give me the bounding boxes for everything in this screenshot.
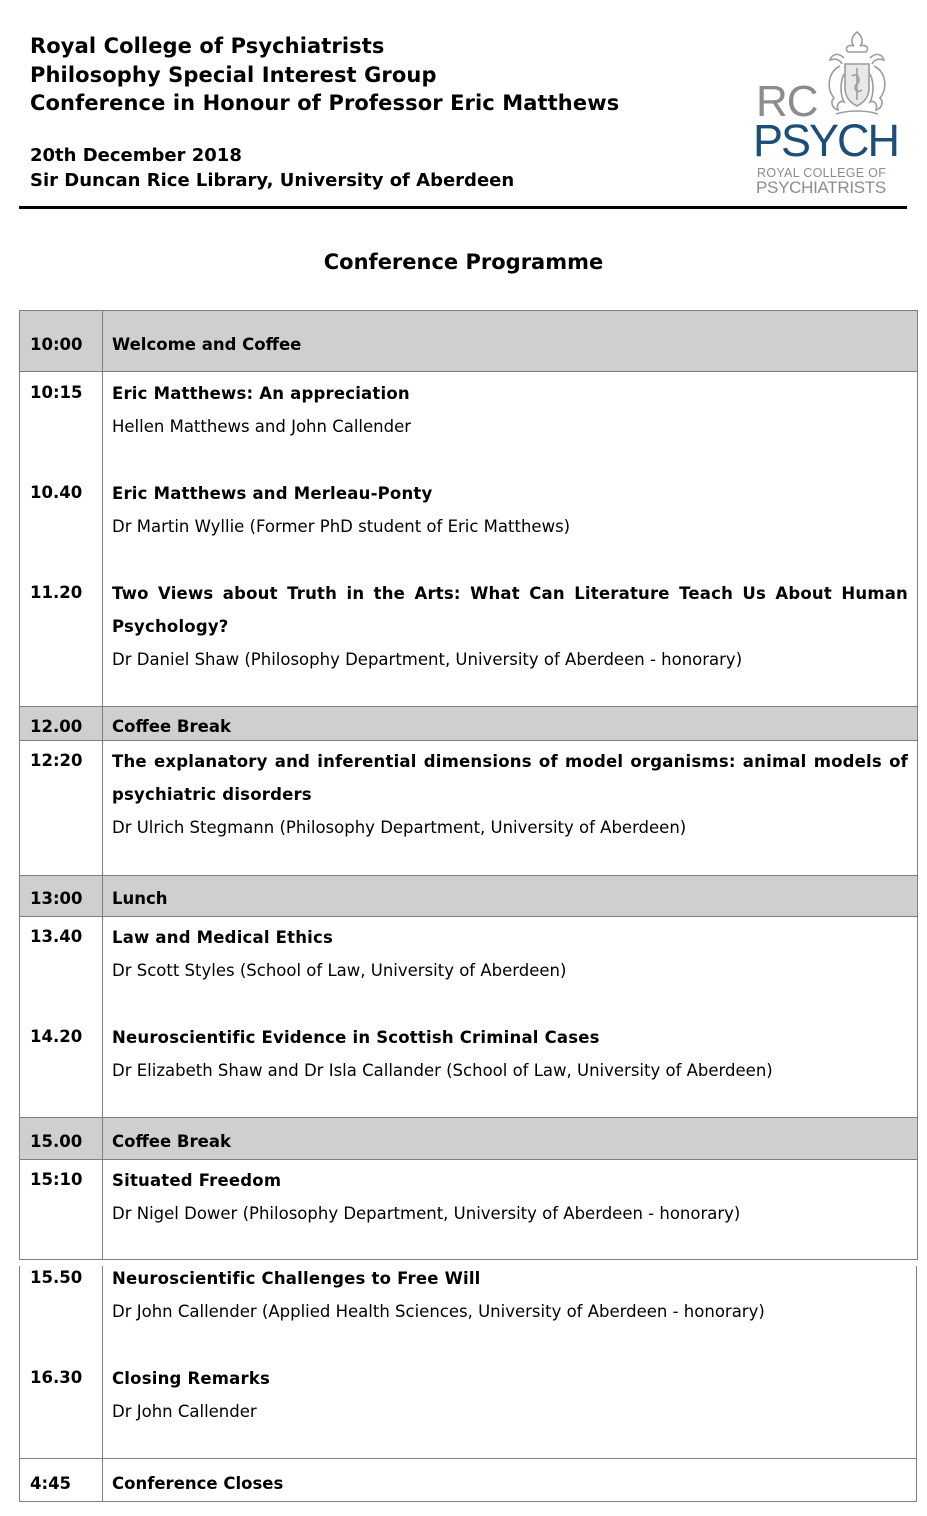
date-venue-block: [30, 143, 619, 193]
session-speaker: Dr Martin Wyllie (Former PhD student of Eric Matthews): [112, 517, 571, 536]
session-speaker: Dr John Callender (Applied Health Sciences, University of Aberdeen - honorary): [112, 1302, 765, 1321]
logo-subtitle-line1: ROYAL COLLEGE OF: [757, 166, 887, 180]
coat-of-arms-icon: [814, 28, 900, 116]
row-time: 10:00: [30, 335, 83, 354]
header-text-block: [30, 32, 619, 193]
logo-rc-text: RC: [756, 77, 818, 126]
row-content: [112, 888, 908, 910]
session-content: [112, 577, 908, 676]
session-speaker: Dr Elizabeth Shaw and Dr Isla Callander (School of Law, University of Aberdeen): [112, 1061, 773, 1080]
break-label: Welcome and Coffee: [112, 335, 302, 354]
group-name: Philosophy Special Interest Group: [30, 62, 437, 87]
table-row-sessions: [19, 740, 918, 876]
column-divider: [102, 1459, 103, 1501]
session-time: 13.40: [30, 927, 83, 946]
session-speaker: Hellen Matthews and John Callender: [112, 417, 412, 436]
session-time: 16.30: [30, 1368, 83, 1387]
column-divider: [102, 1118, 103, 1159]
session-content: [112, 921, 908, 987]
column-divider: [102, 1160, 103, 1259]
session-content: [112, 1362, 907, 1428]
table-row-sessions: [19, 1159, 918, 1260]
row-content: [112, 334, 908, 356]
session-time: 12:20: [30, 751, 83, 770]
column-divider: [102, 876, 103, 916]
row-time: 15.00: [30, 1132, 83, 1151]
table-row-sessions: [19, 371, 918, 707]
org-name: Royal College of Psychiatrists: [30, 34, 385, 58]
row-time: 4:45: [30, 1474, 72, 1493]
logo-subtitle-line2: PSYCHIATRISTS: [756, 178, 886, 197]
session-title: Eric Matthews: An appreciation: [112, 384, 410, 403]
column-divider: [102, 741, 103, 875]
session-time: 15.50: [30, 1268, 83, 1287]
break-label: Coffee Break: [112, 717, 231, 736]
session-content: [112, 1164, 908, 1230]
table-row-sessions: [19, 1266, 917, 1459]
table-row-break: [19, 1117, 918, 1160]
column-divider: [102, 372, 103, 706]
session-content: [112, 377, 908, 443]
conference-venue: Sir Duncan Rice Library, University of Aberdeen: [30, 169, 515, 191]
row-time: 12.00: [30, 717, 83, 736]
session-speaker: Dr Ulrich Stegmann (Philosophy Department, University of Aberdeen): [112, 818, 687, 837]
programme-title: Conference Programme: [323, 250, 604, 274]
session-content: [112, 1021, 908, 1087]
rcpsych-logo: [752, 28, 902, 198]
session-time: 14.20: [30, 1027, 83, 1046]
table-row-break: [19, 875, 918, 917]
session-title: The explanatory and inferential dimensions of model organisms: animal models of psychiatric disorders: [112, 752, 908, 804]
session-title: Law and Medical Ethics: [112, 928, 334, 947]
session-title: Eric Matthews and Merleau-Ponty: [112, 484, 433, 503]
session-content: [112, 745, 908, 844]
logo-psych-text: PSYCH: [753, 115, 899, 166]
break-label: Coffee Break: [112, 1132, 231, 1151]
table-row-break: [19, 310, 918, 372]
row-content: [112, 1473, 907, 1495]
session-title: Situated Freedom: [112, 1171, 282, 1190]
session-time: 10:15: [30, 383, 83, 402]
session-speaker: Dr Daniel Shaw (Philosophy Department, University of Aberdeen - honorary): [112, 650, 743, 669]
column-divider: [102, 311, 103, 371]
table-row-sessions: [19, 916, 918, 1118]
header-divider: [19, 206, 907, 209]
column-divider: [102, 1266, 103, 1458]
session-speaker: Dr John Callender: [112, 1402, 257, 1421]
conference-name: Conference in Honour of Professor Eric Matthews: [30, 91, 620, 115]
session-time: 10.40: [30, 483, 83, 502]
conference-date: 20th December 2018: [30, 144, 242, 166]
table-row-end: [19, 1458, 917, 1502]
break-label: Lunch: [112, 889, 168, 908]
session-speaker: Dr Scott Styles (School of Law, University of Aberdeen): [112, 961, 567, 980]
table-row-break: [19, 706, 918, 741]
row-time: 13:00: [30, 889, 83, 908]
session-title: Neuroscientific Evidence in Scottish Criminal Cases: [112, 1028, 600, 1047]
session-time: 15:10: [30, 1170, 83, 1189]
row-content: [112, 716, 908, 738]
session-content: [112, 477, 908, 543]
session-speaker: Dr Nigel Dower (Philosophy Department, University of Aberdeen - honorary): [112, 1204, 741, 1223]
session-title: Neuroscientific Challenges to Free Will: [112, 1269, 481, 1288]
document-header: [0, 0, 927, 212]
column-divider: [102, 707, 103, 740]
session-content: [112, 1262, 907, 1328]
closing-label: Conference Closes: [112, 1474, 284, 1493]
session-time: 11.20: [30, 583, 83, 602]
row-content: [112, 1131, 908, 1153]
session-title: Closing Remarks: [112, 1369, 271, 1388]
session-title: Two Views about Truth in the Arts: What Can Literature Teach Us About Human Psychology?: [112, 584, 908, 636]
column-divider: [102, 917, 103, 1117]
